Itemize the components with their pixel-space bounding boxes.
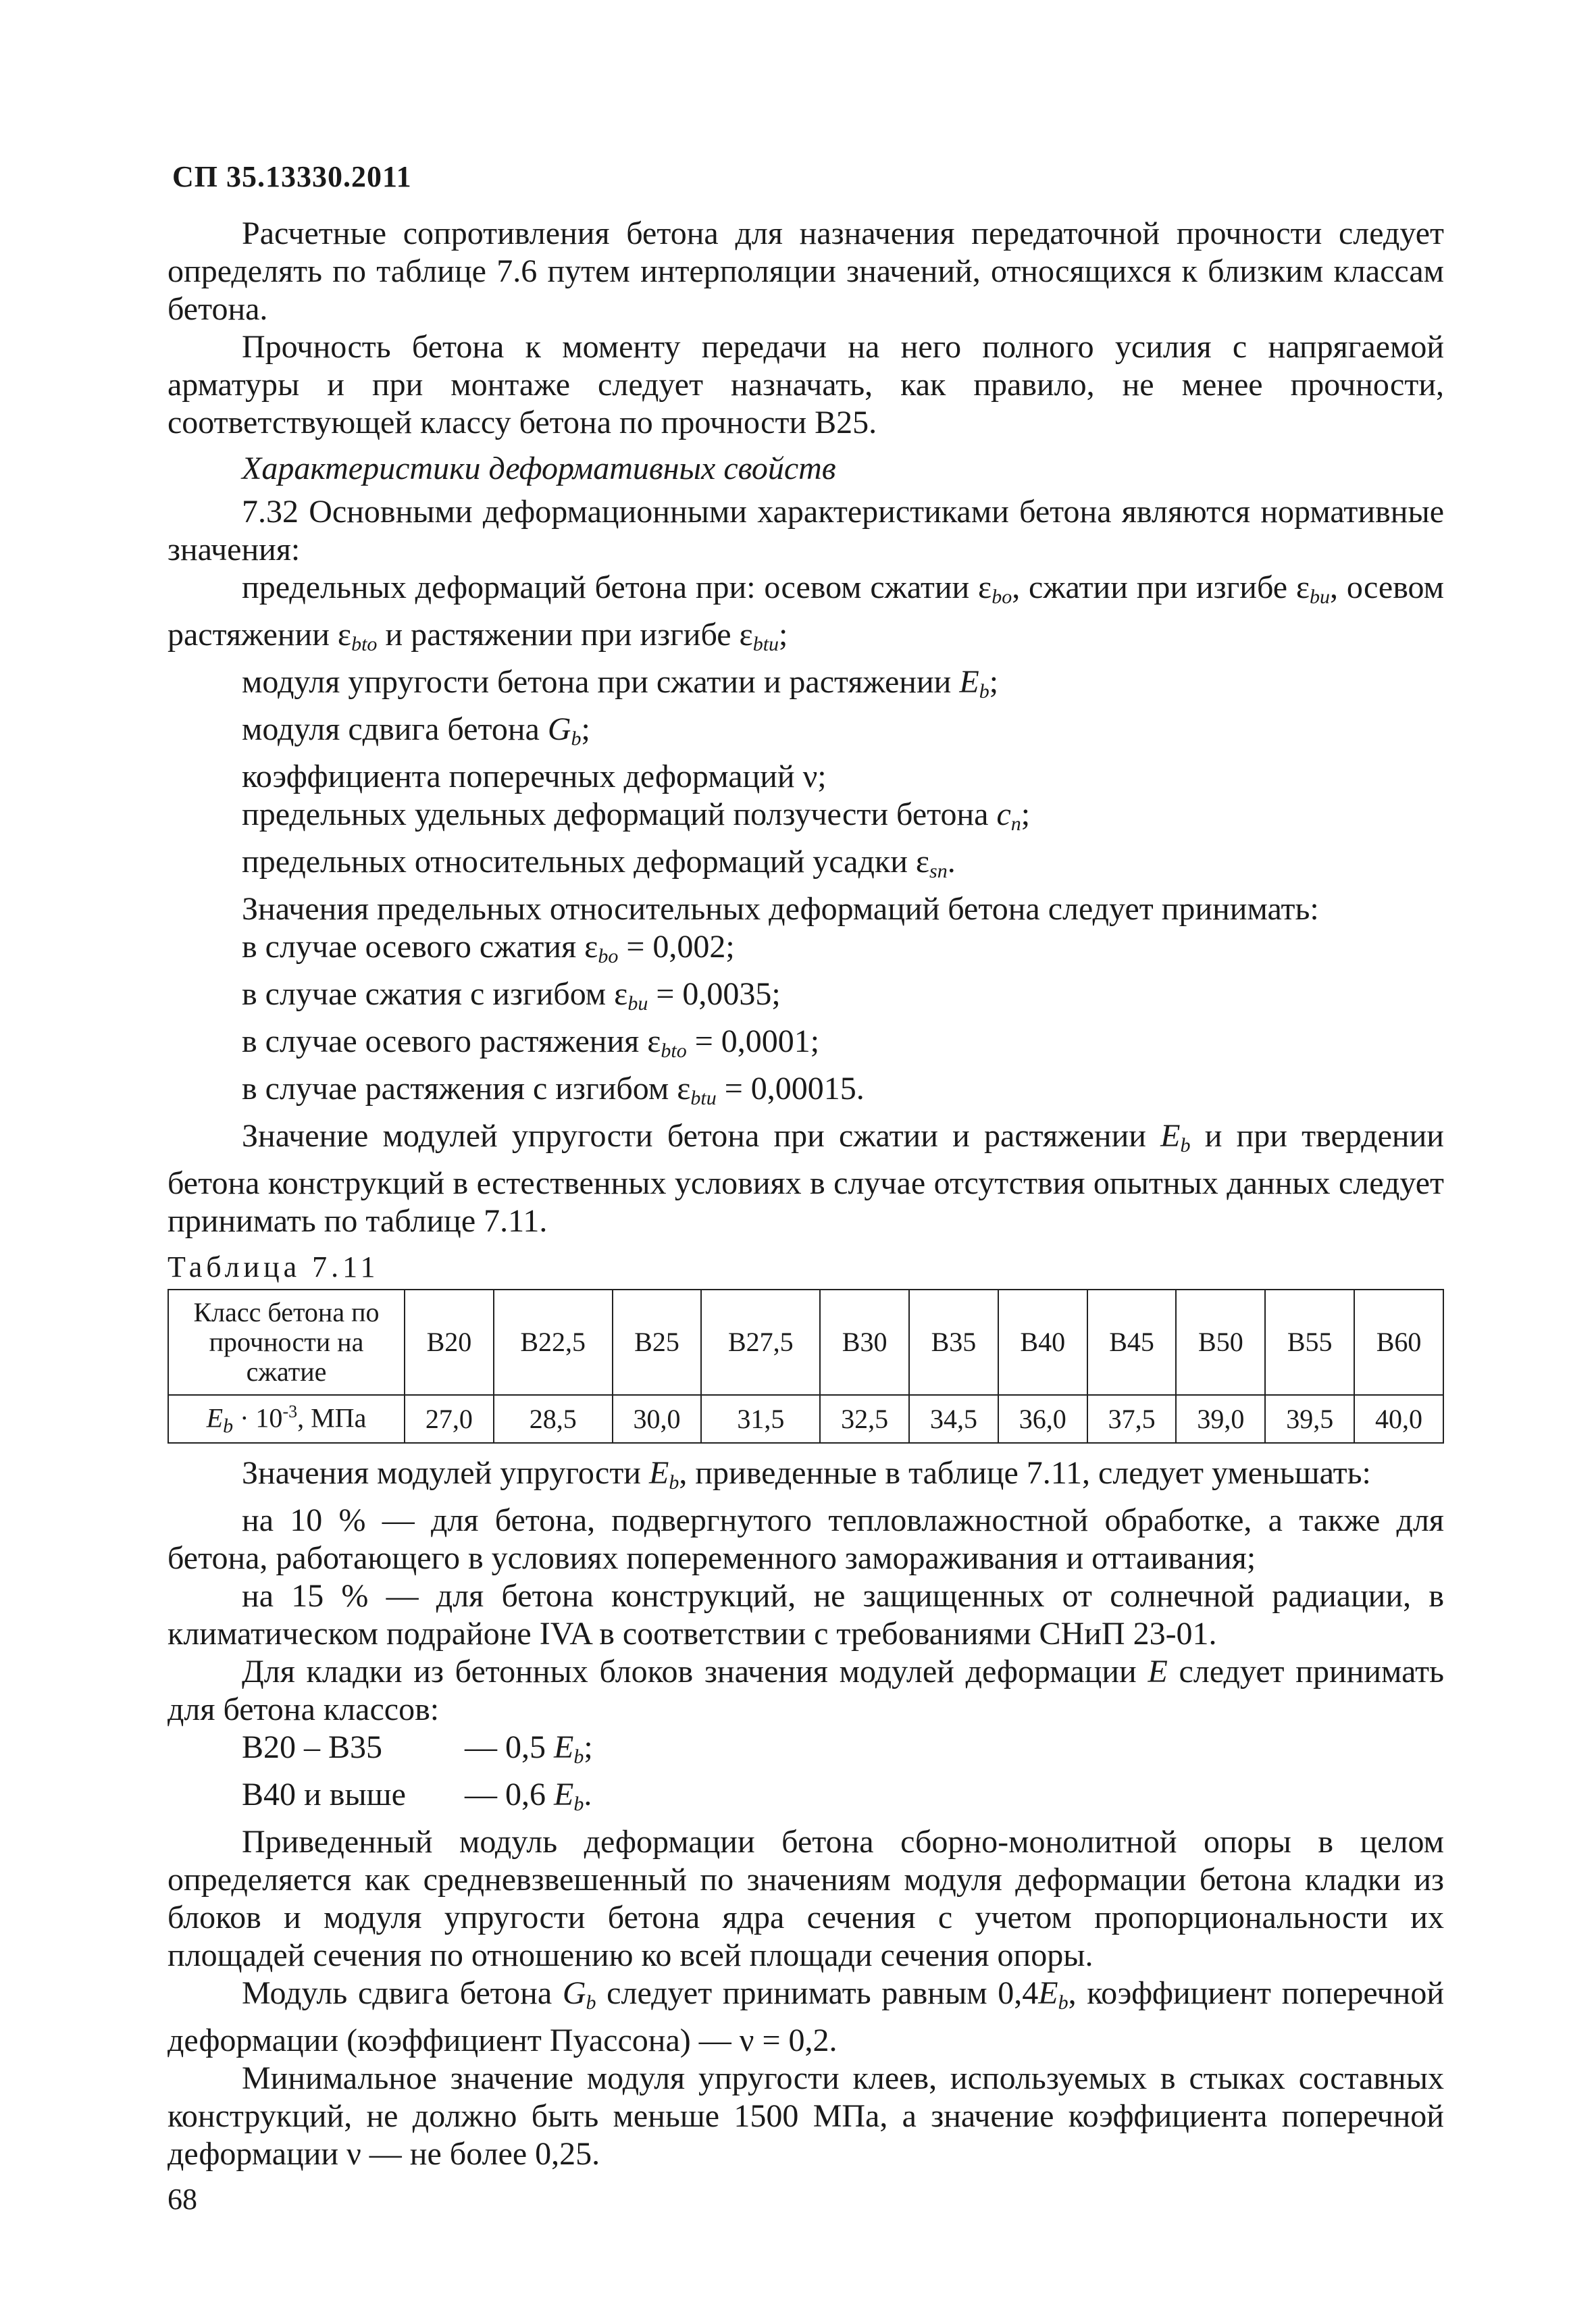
case-axial-compression: в случае осевого сжатия $\varepsilon_{bo} = 0,002$; — [242, 929, 735, 967]
table-row-values — [168, 1395, 1443, 1443]
paragraph-transfer-strength: Расчетные сопротивления бетона для назначения передаточной прочности следует определять по таблице 7.6 путем интерполяции значений, относящихся к близким классам бетона. — [168, 215, 1444, 327]
table-class-cell: В35 — [909, 1290, 998, 1395]
case-bending-tension: в случае растяжения с изгибом $\varepsilon_{btu} = 0,00015$. — [242, 1071, 865, 1109]
table-row-classes — [168, 1290, 1443, 1395]
table-class-cell: В50 — [1176, 1290, 1265, 1395]
table-class-cell: В60 — [1354, 1290, 1443, 1395]
item-elastic-modulus: модуля упругости бетона при сжатии и растяжении $E_b$; — [242, 664, 999, 703]
item-poisson: коэффициента поперечных деформаций ν; — [242, 759, 827, 794]
table-value-cell: 34,5 — [909, 1395, 998, 1443]
table-class-cell: В40 — [998, 1290, 1087, 1395]
table-value-cell: 31,5 — [701, 1395, 820, 1443]
case-bending-compression: в случае сжатия с изгибом $\varepsilon_{bu} = 0,0035$; — [242, 976, 781, 1015]
reduce-modulus-intro: Значения модулей упругости $E_b$, приведенные в таблице 7.11, следует уменьшать: — [242, 1455, 1371, 1494]
table-value-cell: 27,0 — [405, 1395, 494, 1443]
item-shear-modulus: модуля сдвига бетона $G_b$; — [242, 711, 590, 750]
paragraph-full-force-strength: Прочность бетона к моменту передачи на него полного усилия с напрягаемой арматуры и при монтаже следует назначать, как правило, не менее прочности, соответствующей классу бетона по прочности В25. — [168, 329, 1444, 440]
document-body — [168, 215, 1444, 2173]
section-heading: Характеристики деформативных свойств — [242, 451, 836, 486]
table-value-cell: 37,5 — [1087, 1395, 1177, 1443]
block-masonry-paragraph: Для кладки из бетонных блоков значения модулей деформации E следует принимать для бетона классов: — [168, 1654, 1444, 1728]
document-code-header: СП 35.13330.2011 — [172, 160, 412, 193]
table-class-cell: В20 — [405, 1290, 494, 1395]
table-class-cell: В45 — [1087, 1290, 1177, 1395]
table-class-cell: В30 — [820, 1290, 909, 1395]
table-reference-paragraph: Значение модулей упругости бетона при сжатии и растяжении $E_b$ и при твердении бетона конструкций в естественных условиях в случае отсутствия опытных данных следует принимать по таблице 7.11. — [168, 1118, 1444, 1239]
limit-deformations-line: предельных деформаций бетона при: осевом сжатии $\varepsilon_{bo}$, сжатии при изгибе $\varepsilon_{bu}$, осевом растяжении $\varepsilon_{bto}$ и растяжении при изгибе $\varepsilon_{btu}$; — [168, 569, 1444, 655]
table-value-cell: 36,0 — [998, 1395, 1087, 1443]
table-value-cell: 39,0 — [1176, 1395, 1265, 1443]
class-row-b40-up: В40 и выше — 0,6 $E_b$. — [242, 1777, 592, 1816]
table-caption: Таблица 7.11 — [168, 1250, 380, 1283]
limits-intro: Значения предельных относительных деформаций бетона следует принимать: — [242, 891, 1319, 927]
page-number: 68 — [168, 2183, 197, 2216]
clause-7-32-intro: 7.32 Основными деформационными характеристиками бетона являются нормативные значения: — [168, 494, 1444, 567]
shear-modulus-paragraph: Модуль сдвига бетона $G_b$ следует принимать равным $0,4E_b$, коэффициент поперечной деформации (коэффициент Пуассона) — ν = 0,2. — [168, 1975, 1445, 2059]
table-value-cell: 28,5 — [494, 1395, 613, 1443]
table-class-cell: В55 — [1265, 1290, 1354, 1395]
table-value-cell: 30,0 — [613, 1395, 702, 1443]
glue-modulus-paragraph: Минимальное значение модуля упругости клеев, используемых в стыках составных конструкций, не должно быть меньше 1500 МПа, а значение коэффициента поперечной деформации ν — не более 0,25. — [168, 2060, 1444, 2172]
table-value-cell: 32,5 — [820, 1395, 909, 1443]
case-axial-tension: в случае осевого растяжения $\varepsilon_{bto} = 0,0001$; — [242, 1023, 820, 1062]
table-class-cell: В22,5 — [494, 1290, 613, 1395]
table-class-cell: В27,5 — [701, 1290, 820, 1395]
reduce-15-percent: на 15 % — для бетона конструкций, не защищенных от солнечной радиации, в климатическом подрайоне IVA в соответствии с требованиями СНиП 23-01. — [168, 1578, 1444, 1652]
table-value-label: $E_b \cdot 10^{-3}$, МПа — [168, 1395, 405, 1443]
elastic-modulus-table — [168, 1289, 1444, 1444]
item-creep: предельных удельных деформаций ползучести бетона $c_n$; — [242, 796, 1031, 835]
item-shrinkage: предельных относительных деформаций усадки $\varepsilon_{sn}$. — [242, 844, 956, 882]
table-head-label: Класс бетона по прочности на сжатие — [168, 1290, 405, 1395]
table-value-cell: 39,5 — [1265, 1395, 1354, 1443]
class-row-b20-b35: В20 – В35 — 0,5 $E_b$; — [242, 1729, 593, 1769]
table-class-cell: В25 — [613, 1290, 702, 1395]
reduce-10-percent: на 10 % — для бетона, подвергнутого тепловлажностной обработке, а также для бетона, работающего в условиях попеременного замораживания и оттаивания; — [168, 1502, 1444, 1577]
composite-modulus-paragraph: Приведенный модуль деформации бетона сборно-монолитной опоры в целом определяется как средневзвешенный по значениям модуля деформации бетона кладки из блоков и модуля упругости бетона ядра сечения с учетом пропорциональности их площадей сечения по отношению ко всей площади сечения опоры. — [168, 1824, 1444, 1974]
table-value-cell: 40,0 — [1354, 1395, 1443, 1443]
